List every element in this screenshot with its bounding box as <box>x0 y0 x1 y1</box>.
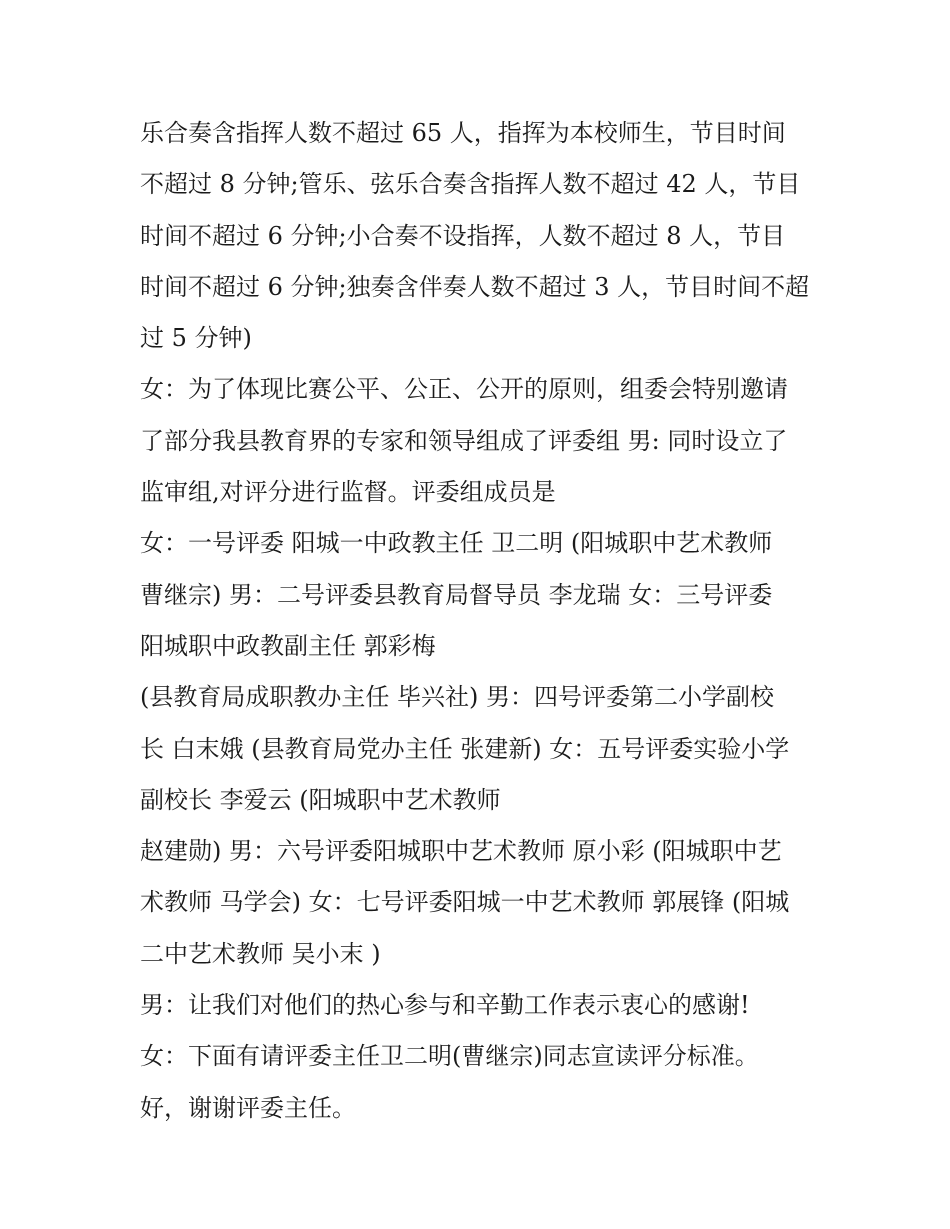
text-line: 副校长 李爱云 (阳城职中艺术教师 <box>140 785 501 814</box>
text-line: 二中艺术教师 吴小末 ) <box>140 939 381 968</box>
text-line: 赵建勋) 男：六号评委阳城职中艺术教师 原小彩 (阳城职中艺 <box>140 837 782 866</box>
text-line: 好，谢谢评委主任。 <box>140 1093 356 1122</box>
text-line: 过 5 分钟) <box>140 324 252 353</box>
text-line: 长 白末娥 (县教育局党办主任 张建新) 女：五号评委实验小学 <box>140 734 790 763</box>
text-line: 术教师 马学会) 女：七号评委阳城一中艺术教师 郭展锋 (阳城 <box>140 888 790 917</box>
text-line: 监审组,对评分进行监督。评委组成员是 <box>140 478 556 507</box>
text-line: (县教育局成职教办主任 毕兴社) 男：四号评委第二小学副校 <box>140 683 774 712</box>
text-line: 不超过 8 分钟;管乐、弦乐合奏含指挥人数不超过 42 人，节目 <box>140 170 801 199</box>
text-line: 曹继宗) 男：二号评委县教育局督导员 李龙瑞 女：三号评委 <box>140 580 773 609</box>
text-line: 乐合奏含指挥人数不超过 65 人，指挥为本校师生，节目时间 <box>140 119 786 147</box>
text-line: 男：让我们对他们的热心参与和辛勤工作表示衷心的感谢! <box>140 991 750 1020</box>
text-line: 时间不超过 6 分钟;独奏含伴奏人数不超过 3 人，节目时间不超 <box>140 272 810 301</box>
text-line: 女：下面有请评委主任卫二明(曹继宗)同志宣读评分标准。 <box>140 1042 759 1071</box>
text-line: 了部分我县教育界的专家和领导组成了评委组 男: 同时设立了 <box>140 426 788 455</box>
text-line: 时间不超过 6 分钟;小合奏不设指挥，人数不超过 8 人，节目 <box>140 221 786 250</box>
text-line: 女：一号评委 阳城一中政教主任 卫二明 (阳城职中艺术教师 <box>140 529 773 558</box>
document-body <box>140 108 830 1134</box>
text-line: 女：为了体现比赛公平、公正、公开的原则，组委会特别邀请 <box>140 375 788 404</box>
text-line: 阳城职中政教副主任 郭彩梅 <box>140 631 436 660</box>
